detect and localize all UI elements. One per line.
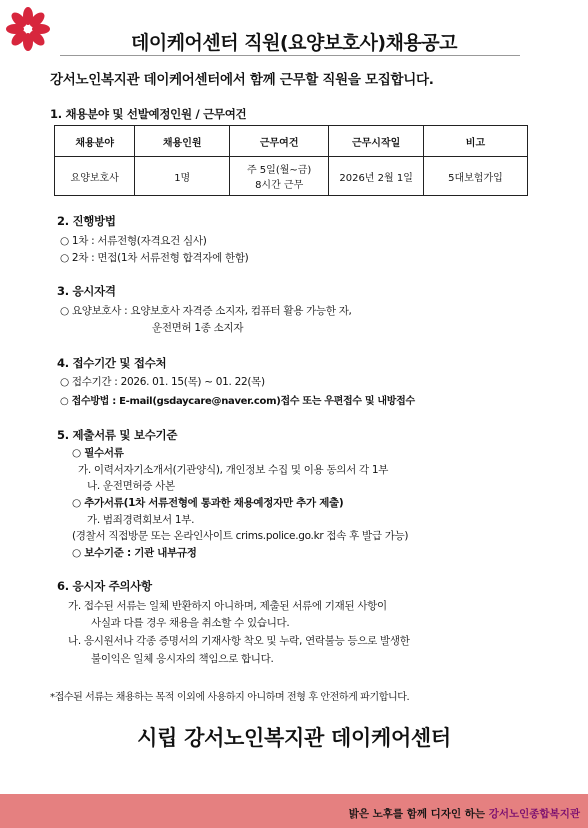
table-row	[55, 157, 528, 196]
title-divider	[60, 55, 520, 56]
section-3-line: 운전면허 1종 소지자	[152, 322, 244, 334]
footer-org-name: 강서노인종합복지관	[488, 808, 580, 820]
table-header: 근무시작일	[329, 126, 424, 157]
table-cell: 2026년 2월 1일	[329, 157, 424, 196]
section-6-heading: 6. 응시자 주의사항	[57, 579, 152, 593]
table-cell-line: 8시간 근무	[255, 180, 304, 191]
table-header: 근무여건	[230, 126, 329, 157]
section-6-line: 사실과 다를 경우 채용을 취소할 수 있습니다.	[91, 617, 290, 629]
section-5-line: 가. 이력서자기소개서(기관양식), 개인정보 수집 및 이용 동의서 각 1부	[78, 464, 389, 476]
section-1-heading: 1. 채용분야 및 선발예정인원 / 근무여건	[50, 107, 247, 121]
table-header-row	[55, 126, 528, 157]
table-header: 비고	[423, 126, 527, 157]
section-3-heading: 3. 응시자격	[57, 284, 116, 298]
table-header: 채용분야	[55, 126, 135, 157]
section-5-line: 나. 운전면허증 사본	[87, 480, 175, 492]
section-5-heading: 5. 제출서류 및 보수기준	[57, 428, 178, 442]
organization-name: 시립 강서노인복지관 데이케어센터	[137, 726, 451, 750]
section-5-line: ○ 보수기준 : 기관 내부규정	[72, 547, 197, 559]
table-cell-line: 주 5일(월~금)	[246, 165, 312, 176]
section-4-line: ○ 접수방법 : E-mail(gsdaycare@naver.com)접수 또는 우편접수 및 내방접수	[60, 396, 415, 407]
footnote: *접수된 서류는 채용하는 목적 이외에 사용하지 아니하며 전형 후 안전하게 파기합니다.	[50, 692, 410, 703]
section-6-line: 나. 응시원서나 각종 증명서의 기재사항 착오 및 누락, 연락불능 등으로 발생한	[68, 635, 410, 647]
section-2-line: ○ 2차 : 면접(1차 서류전형 합격자에 한함)	[60, 252, 249, 264]
footer-slogan	[349, 806, 580, 821]
table-cell: 요양보호사	[55, 157, 135, 196]
table-cell-conditions	[230, 157, 329, 196]
page-title: 데이케어센터 직원(요양보호사)채용공고	[130, 32, 457, 54]
section-4-heading: 4. 접수기간 및 접수처	[57, 356, 167, 370]
section-6-line: 가. 접수된 서류는 일체 반환하지 아니하며, 제출된 서류에 기재된 사항이	[68, 600, 387, 612]
section-2-line: ○ 1차 : 서류전형(자격요건 심사)	[60, 235, 207, 247]
recruitment-table	[54, 125, 528, 196]
section-6-line: 불이익은 일체 응시자의 책임으로 합니다.	[91, 653, 274, 665]
table-header: 채용인원	[135, 126, 230, 157]
section-5-line: (경찰서 직접방문 또는 온라인사이트 crims.police.go.kr 접속 후 발급 가능)	[72, 530, 409, 542]
table-cell: 1명	[135, 157, 230, 196]
section-2-heading: 2. 진행방법	[57, 214, 116, 228]
page-subtitle: 강서노인복지관 데이케어센터에서 함께 근무할 직원을 모집합니다.	[50, 72, 434, 88]
section-4-line: ○ 접수기간 : 2026. 01. 15(목) ~ 01. 22(목)	[60, 376, 265, 388]
table-cell: 5대보험가입	[423, 157, 527, 196]
footer-slogan-text: 밝은 노후를 함께 디자인 하는	[348, 808, 486, 820]
section-5-line: ○ 필수서류	[72, 447, 124, 459]
section-5-line: 가. 범죄경력회보서 1부.	[87, 514, 195, 526]
section-5-line: ○ 추가서류(1차 서류전형에 통과한 채용예정자만 추가 제출)	[72, 497, 344, 509]
section-3-line: ○ 요양보호사 : 요양보호사 자격증 소지자, 컴퓨터 활용 가능한 자,	[60, 305, 352, 317]
